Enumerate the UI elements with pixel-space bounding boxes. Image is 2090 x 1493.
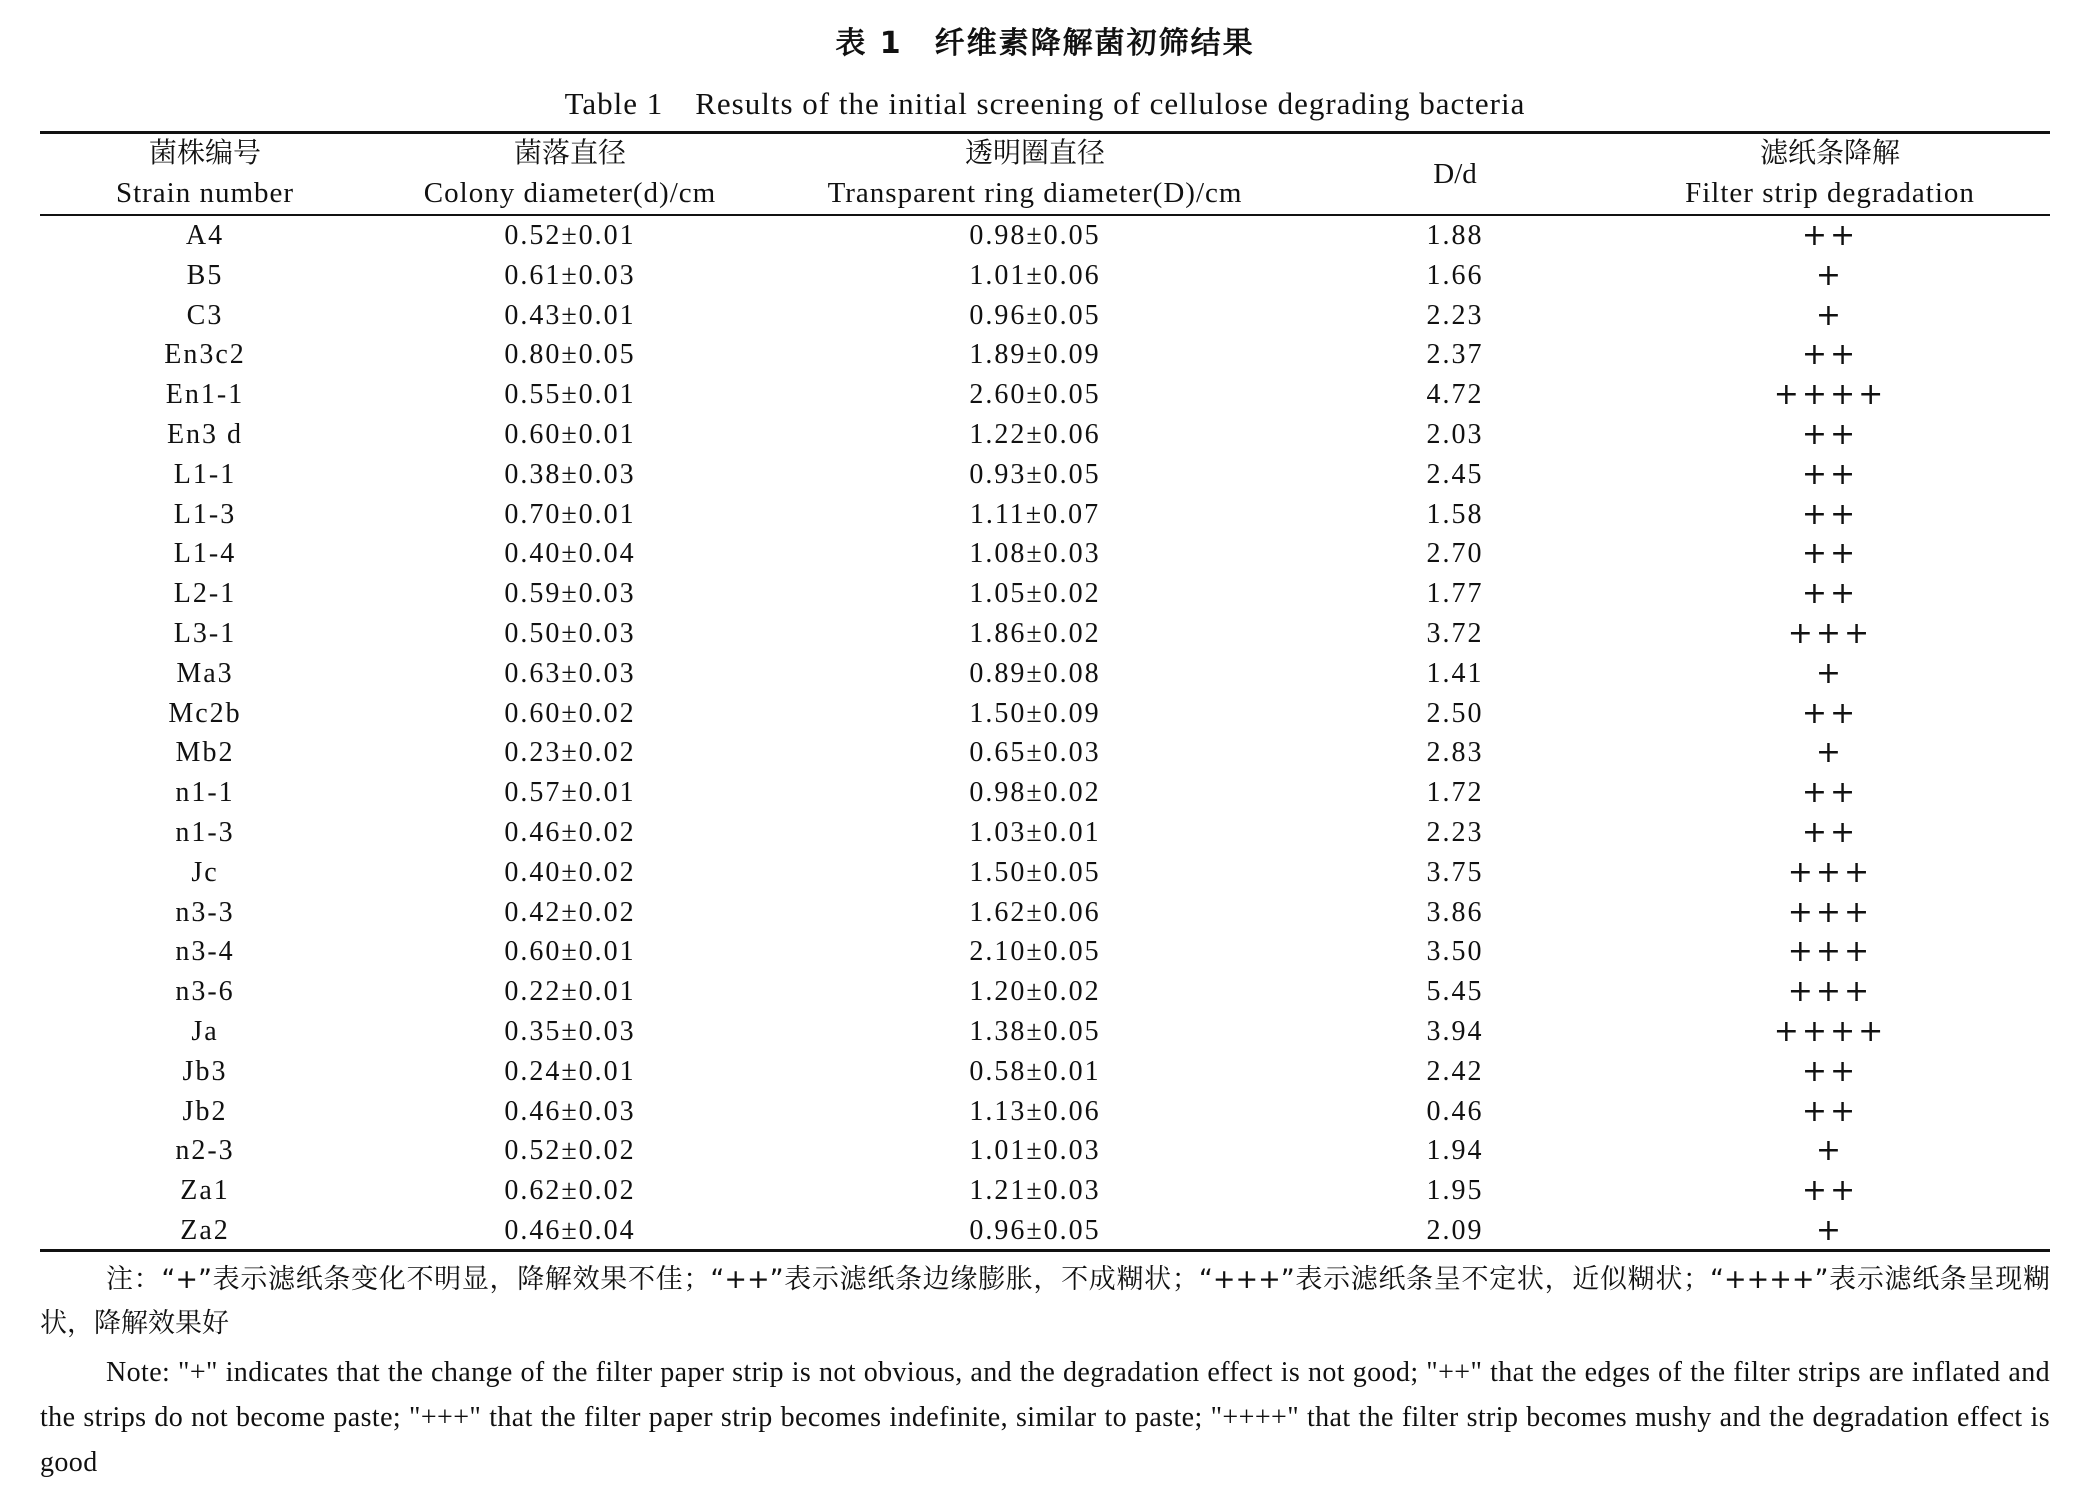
table-row bbox=[40, 1092, 2050, 1132]
cell-colony-diameter: 0.61±0.03 bbox=[504, 259, 636, 291]
header-strain bbox=[40, 134, 370, 214]
table-row bbox=[40, 694, 2050, 734]
header-ring bbox=[770, 134, 1300, 214]
cell-ring-diameter: 0.58±0.01 bbox=[969, 1055, 1101, 1087]
table-row bbox=[40, 853, 2050, 893]
table-row bbox=[40, 773, 2050, 813]
cell-filter-degradation: +++ bbox=[1787, 974, 1873, 1010]
cell-colony-diameter: 0.22±0.01 bbox=[504, 976, 636, 1008]
cell-ratio: 1.58 bbox=[1426, 498, 1484, 530]
cell-ring-diameter: 0.65±0.03 bbox=[969, 737, 1101, 769]
cell-colony-diameter: 0.35±0.03 bbox=[504, 1015, 636, 1047]
cell-ring-diameter: 1.08±0.03 bbox=[969, 538, 1101, 570]
cell-colony-diameter: 0.59±0.03 bbox=[504, 578, 636, 610]
cell-colony-diameter: 0.46±0.02 bbox=[504, 816, 636, 848]
cell-filter-degradation: ++ bbox=[1801, 1093, 1859, 1129]
cell-ratio: 3.94 bbox=[1426, 1015, 1484, 1047]
cell-filter-degradation: ++ bbox=[1801, 775, 1859, 811]
cell-ring-diameter: 1.38±0.05 bbox=[969, 1015, 1101, 1047]
cell-strain: L3-1 bbox=[173, 617, 237, 649]
cell-ring-diameter: 1.22±0.06 bbox=[969, 418, 1101, 450]
table-row bbox=[40, 415, 2050, 455]
cell-strain: Mc2b bbox=[168, 697, 242, 729]
cell-strain: B5 bbox=[186, 259, 224, 291]
cell-ratio: 2.42 bbox=[1426, 1055, 1484, 1087]
cell-ring-diameter: 1.50±0.09 bbox=[969, 697, 1101, 729]
cell-strain: En1-1 bbox=[165, 379, 245, 411]
cell-filter-degradation: +++ bbox=[1787, 615, 1873, 651]
table-title-en: Table 1 Results of the initial screening of cellulose degrading bacteria bbox=[564, 86, 1526, 121]
cell-ratio: 1.88 bbox=[1426, 220, 1484, 251]
cell-filter-degradation: ++ bbox=[1801, 695, 1859, 731]
header-ring-en: Transparent ring diameter(D)/cm bbox=[827, 177, 1243, 209]
table-row bbox=[40, 654, 2050, 694]
cell-ratio: 1.95 bbox=[1426, 1175, 1484, 1207]
table-row bbox=[40, 296, 2050, 336]
cell-strain: En3c2 bbox=[164, 339, 246, 371]
cell-ratio: 5.45 bbox=[1426, 976, 1484, 1008]
cell-strain: n2-3 bbox=[175, 1135, 235, 1167]
cell-ring-diameter: 1.89±0.09 bbox=[969, 339, 1101, 371]
table-row bbox=[40, 1012, 2050, 1052]
table-row bbox=[40, 1131, 2050, 1171]
cell-strain: n3-3 bbox=[175, 896, 235, 928]
table-row bbox=[40, 256, 2050, 296]
cell-filter-degradation: ++ bbox=[1801, 576, 1859, 612]
cell-colony-diameter: 0.50±0.03 bbox=[504, 617, 636, 649]
cell-ring-diameter: 0.93±0.05 bbox=[969, 458, 1101, 490]
cell-filter-degradation: + bbox=[1815, 655, 1845, 691]
cell-colony-diameter: 0.43±0.01 bbox=[504, 299, 636, 331]
cell-strain: n1-1 bbox=[175, 777, 235, 809]
cell-ring-diameter: 1.62±0.06 bbox=[969, 896, 1101, 928]
cell-strain: L2-1 bbox=[173, 578, 237, 610]
cell-ring-diameter: 1.21±0.03 bbox=[969, 1175, 1101, 1207]
cell-filter-degradation: ++ bbox=[1801, 337, 1859, 373]
cell-strain: Ja bbox=[191, 1015, 219, 1047]
cell-filter-degradation: ++ bbox=[1801, 456, 1859, 492]
cell-colony-diameter: 0.40±0.02 bbox=[504, 856, 636, 888]
cell-ring-diameter: 1.86±0.02 bbox=[969, 617, 1101, 649]
cell-filter-degradation: + bbox=[1815, 1133, 1845, 1169]
cell-colony-diameter: 0.52±0.02 bbox=[504, 1135, 636, 1167]
cell-filter-degradation: +++ bbox=[1787, 894, 1873, 930]
cell-colony-diameter: 0.60±0.01 bbox=[504, 418, 636, 450]
cell-colony-diameter: 0.80±0.05 bbox=[504, 339, 636, 371]
cell-ratio: 1.94 bbox=[1426, 1135, 1484, 1167]
cell-colony-diameter: 0.62±0.02 bbox=[504, 1175, 636, 1207]
cell-strain: C3 bbox=[186, 299, 224, 331]
cell-filter-degradation: ++++ bbox=[1773, 377, 1887, 413]
cell-ring-diameter: 1.20±0.02 bbox=[969, 976, 1101, 1008]
cell-strain: Za2 bbox=[180, 1214, 230, 1246]
cell-strain: Jb2 bbox=[182, 1095, 228, 1127]
table-note-zh: 注：“+”表示滤纸条变化不明显，降解效果不佳；“++”表示滤纸条边缘膨胀，不成糊状；“+++”表示滤纸条呈不定状，近似糊状；“++++”表示滤纸条呈现糊状，降解效果好 bbox=[40, 1264, 2050, 1339]
cell-ratio: 1.66 bbox=[1426, 259, 1484, 291]
cell-ratio: 3.50 bbox=[1426, 936, 1484, 968]
header-filter bbox=[1610, 134, 2050, 214]
cell-colony-diameter: 0.46±0.04 bbox=[504, 1214, 636, 1246]
cell-ring-diameter: 0.96±0.05 bbox=[969, 299, 1101, 331]
cell-strain: n3-4 bbox=[175, 936, 235, 968]
cell-filter-degradation: + bbox=[1815, 1212, 1845, 1248]
header-ratio: D/d bbox=[1433, 158, 1477, 190]
cell-ratio: 2.09 bbox=[1426, 1214, 1484, 1246]
cell-strain: L1-4 bbox=[173, 538, 237, 570]
table-row bbox=[40, 893, 2050, 933]
table-row bbox=[40, 614, 2050, 654]
header-strain-zh: 菌株编号 bbox=[148, 136, 261, 169]
cell-ring-diameter: 1.03±0.01 bbox=[969, 816, 1101, 848]
cell-ring-diameter: 2.60±0.05 bbox=[969, 379, 1101, 411]
cell-colony-diameter: 0.70±0.01 bbox=[504, 498, 636, 530]
table-row bbox=[40, 574, 2050, 614]
table-row bbox=[40, 534, 2050, 574]
cell-strain: En3 d bbox=[166, 418, 244, 450]
table-row bbox=[40, 216, 2050, 256]
cell-ring-diameter: 0.89±0.08 bbox=[969, 657, 1101, 689]
cell-ratio: 2.70 bbox=[1426, 538, 1484, 570]
cell-ratio: 3.75 bbox=[1426, 856, 1484, 888]
cell-filter-degradation: ++++ bbox=[1773, 1013, 1887, 1049]
cell-ratio: 2.83 bbox=[1426, 737, 1484, 769]
cell-strain: Za1 bbox=[180, 1175, 230, 1207]
table-body bbox=[40, 216, 2050, 1251]
table-row bbox=[40, 932, 2050, 972]
cell-strain: Jc bbox=[191, 856, 219, 888]
cell-filter-degradation: ++ bbox=[1801, 536, 1859, 572]
table-row bbox=[40, 813, 2050, 853]
cell-ratio: 2.50 bbox=[1426, 697, 1484, 729]
table-row bbox=[40, 375, 2050, 415]
cell-ratio: 3.86 bbox=[1426, 896, 1484, 928]
cell-ring-diameter: 1.11±0.07 bbox=[969, 498, 1101, 530]
table-title-zh: 表 1 纤维素降解菌初筛结果 bbox=[835, 26, 1255, 61]
cell-ring-diameter: 0.98±0.02 bbox=[969, 777, 1101, 809]
cell-filter-degradation: ++ bbox=[1801, 416, 1859, 452]
cell-colony-diameter: 0.60±0.02 bbox=[504, 697, 636, 729]
cell-filter-degradation: +++ bbox=[1787, 934, 1873, 970]
cell-filter-degradation: + bbox=[1815, 735, 1845, 771]
cell-ratio: 1.77 bbox=[1426, 578, 1484, 610]
header-colony bbox=[370, 134, 770, 214]
cell-ratio: 4.72 bbox=[1426, 379, 1484, 411]
cell-colony-diameter: 0.60±0.01 bbox=[504, 936, 636, 968]
cell-strain: n1-3 bbox=[175, 816, 235, 848]
cell-colony-diameter: 0.42±0.02 bbox=[504, 896, 636, 928]
cell-filter-degradation: ++ bbox=[1801, 1053, 1859, 1089]
cell-colony-diameter: 0.38±0.03 bbox=[504, 458, 636, 490]
table-note-en: Note: "+" indicates that the change of the filter paper strip is not obvious, and the degradation effect is not good; "++" that the edges of the filter strips are inflated and the strips do not become paste; "+++" that the filter paper strip becomes indefinite, similar to paste; "++++" that the filter strip becomes mushy and the degradation effect is good bbox=[40, 1357, 2050, 1478]
header-filter-en: Filter strip degradation bbox=[1685, 177, 1975, 209]
cell-ring-diameter: 1.01±0.03 bbox=[969, 1135, 1101, 1167]
cell-colony-diameter: 0.24±0.01 bbox=[504, 1055, 636, 1087]
table-row bbox=[40, 972, 2050, 1012]
cell-colony-diameter: 0.52±0.01 bbox=[504, 220, 636, 251]
cell-colony-diameter: 0.63±0.03 bbox=[504, 657, 636, 689]
cell-filter-degradation: ++ bbox=[1801, 218, 1859, 253]
header-colony-en: Colony diameter(d)/cm bbox=[423, 177, 717, 209]
cell-colony-diameter: 0.40±0.04 bbox=[504, 538, 636, 570]
cell-colony-diameter: 0.23±0.02 bbox=[504, 737, 636, 769]
cell-colony-diameter: 0.55±0.01 bbox=[504, 379, 636, 411]
cell-colony-diameter: 0.46±0.03 bbox=[504, 1095, 636, 1127]
table-row bbox=[40, 1171, 2050, 1211]
header-colony-zh: 菌落直径 bbox=[513, 136, 626, 169]
cell-ratio: 2.03 bbox=[1426, 418, 1484, 450]
header-ring-zh: 透明圈直径 bbox=[964, 136, 1105, 169]
cell-colony-diameter: 0.57±0.01 bbox=[504, 777, 636, 809]
cell-filter-degradation: + bbox=[1815, 297, 1845, 333]
cell-ratio: 2.45 bbox=[1426, 458, 1484, 490]
table-row bbox=[40, 733, 2050, 773]
cell-ring-diameter: 0.98±0.05 bbox=[969, 220, 1101, 251]
table-row bbox=[40, 1052, 2050, 1092]
cell-ratio: 0.46 bbox=[1426, 1095, 1484, 1127]
cell-ratio: 2.37 bbox=[1426, 339, 1484, 371]
cell-strain: A4 bbox=[185, 220, 225, 251]
cell-ratio: 2.23 bbox=[1426, 816, 1484, 848]
cell-ring-diameter: 0.96±0.05 bbox=[969, 1214, 1101, 1246]
cell-filter-degradation: +++ bbox=[1787, 854, 1873, 890]
cell-strain: Jb3 bbox=[182, 1055, 228, 1087]
cell-strain: L1-1 bbox=[173, 458, 237, 490]
table-row bbox=[40, 335, 2050, 375]
cell-ratio: 1.41 bbox=[1426, 657, 1484, 689]
cell-ratio: 2.23 bbox=[1426, 299, 1484, 331]
cell-strain: Mb2 bbox=[175, 737, 235, 769]
header-filter-zh: 滤纸条降解 bbox=[1759, 136, 1900, 169]
cell-strain: n3-6 bbox=[175, 976, 235, 1008]
cell-ring-diameter: 2.10±0.05 bbox=[969, 936, 1101, 968]
cell-filter-degradation: ++ bbox=[1801, 814, 1859, 850]
cell-filter-degradation: ++ bbox=[1801, 1173, 1859, 1209]
cell-strain: L1-3 bbox=[173, 498, 237, 530]
cell-filter-degradation: ++ bbox=[1801, 496, 1859, 532]
table-bottom-rule bbox=[40, 1249, 2050, 1252]
table-row bbox=[40, 455, 2050, 495]
table-row bbox=[40, 1211, 2050, 1251]
cell-ratio: 3.72 bbox=[1426, 617, 1484, 649]
cell-filter-degradation: + bbox=[1815, 257, 1845, 293]
cell-ring-diameter: 1.13±0.06 bbox=[969, 1095, 1101, 1127]
cell-strain: Ma3 bbox=[176, 657, 234, 689]
table-row bbox=[40, 495, 2050, 535]
cell-ring-diameter: 1.05±0.02 bbox=[969, 578, 1101, 610]
header-strain-en: Strain number bbox=[115, 177, 295, 209]
cell-ring-diameter: 1.01±0.06 bbox=[969, 259, 1101, 291]
cell-ring-diameter: 1.50±0.05 bbox=[969, 856, 1101, 888]
cell-ratio: 1.72 bbox=[1426, 777, 1484, 809]
